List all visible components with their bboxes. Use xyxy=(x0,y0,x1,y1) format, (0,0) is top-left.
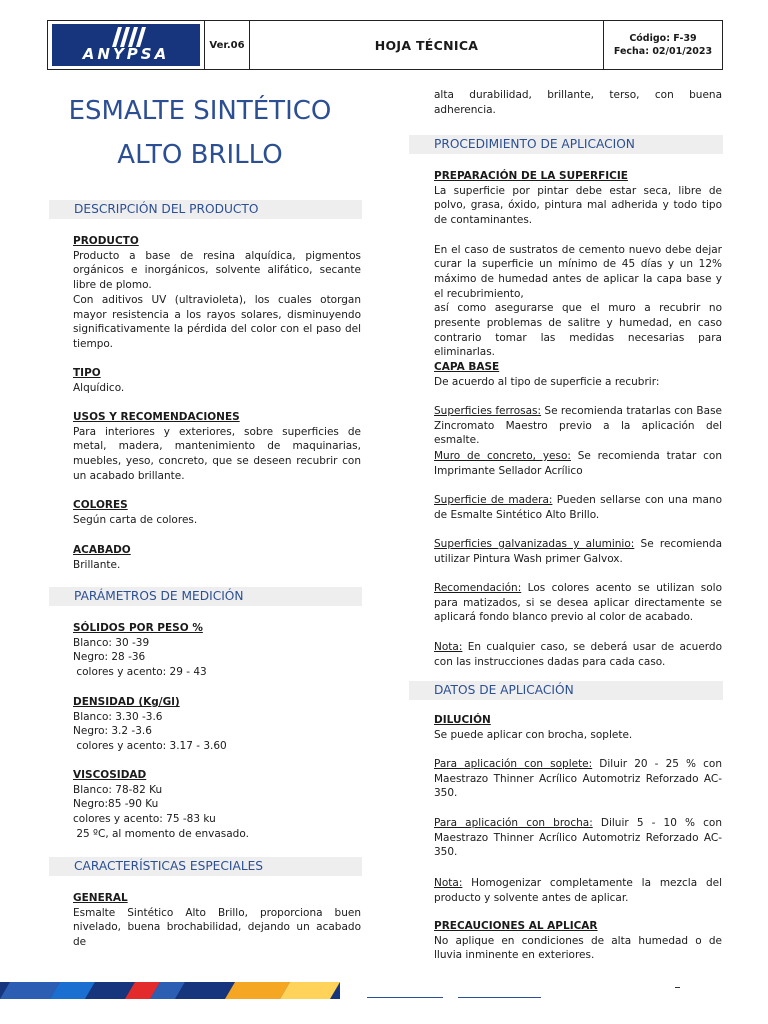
code-date-cell xyxy=(604,21,722,69)
muro-desc: Se recomienda tratar con Imprimante Sellador Acrílico xyxy=(434,450,722,477)
colores-block xyxy=(73,498,361,527)
general-text: Esmalte Sintético Alto Brillo, proporciona buen nivelado, buena brochabilidad, dejando un acabado de xyxy=(73,906,361,949)
footer-stripes-icon xyxy=(0,982,340,999)
viscosidad-value: 25 ºC, al momento de envasado. xyxy=(73,827,249,840)
acabado-text: Brillante. xyxy=(73,558,121,571)
ferrosas-text xyxy=(434,404,722,448)
section-descripcion: DESCRIPCIÓN DEL PRODUCTO xyxy=(49,200,362,219)
soplete-block xyxy=(434,757,722,801)
logo-stripes-icon xyxy=(108,27,148,47)
solidos-value: Blanco: 30 -39 xyxy=(73,636,150,649)
nota2-desc: Homogenizar completamente la mezcla del producto y solvente antes de aplicar. xyxy=(434,877,722,904)
preparacion-block xyxy=(434,169,722,360)
precauciones-block xyxy=(434,919,722,963)
soplete-title: Para aplicación con soplete: xyxy=(434,758,593,770)
section-parametros: PARÁMETROS DE MEDICIÓN xyxy=(49,587,362,606)
nota-title: Nota: xyxy=(434,641,463,653)
recomendacion-block xyxy=(434,581,722,625)
viscosidad-block xyxy=(73,768,361,842)
ferrosas-block xyxy=(434,404,722,448)
nota2-block xyxy=(434,876,722,905)
galvanizadas-title: Superficies galvanizadas y aluminio: xyxy=(434,538,635,550)
densidad-block xyxy=(73,695,361,754)
preparacion-text-1: La superficie por pintar debe estar seca, libre de polvo, grasa, óxido, pintura mal adherida y todo tipo de contaminantes. xyxy=(434,184,722,227)
recomendacion-title: Recomendación: xyxy=(434,582,522,594)
soplete-text xyxy=(434,757,722,801)
title-line-1: ESMALTE SINTÉTICO xyxy=(68,96,332,126)
producto-block xyxy=(73,234,361,352)
tipo-label: TIPO xyxy=(73,367,101,379)
viscosidad-value: Blanco: 78-82 Ku xyxy=(73,783,163,796)
preparacion-label: PREPARACIÓN DE LA SUPERFICIE xyxy=(434,170,628,182)
nota2-text xyxy=(434,876,722,905)
logo-text: ANYPSA xyxy=(82,45,170,63)
dilucion-block xyxy=(434,713,722,742)
colores-label: COLORES xyxy=(73,499,128,511)
usos-label: USOS Y RECOMENDACIONES xyxy=(73,411,240,423)
producto-text-2: Con aditivos UV (ultravioleta), los cuales otorgan mayor resistencia a los rayos solares, disminuyendo significativamente la pérdida del color con el paso del tiempo. xyxy=(73,293,361,350)
soplete-desc: Diluir 20 - 25 % con Maestrazo Thinner Acrílico Automotriz Reforzado AC-350. xyxy=(434,758,722,800)
galvanizadas-block xyxy=(434,537,722,566)
document-header xyxy=(47,20,723,70)
viscosidad-value: Negro:85 -90 Ku xyxy=(73,798,159,811)
densidad-label: DENSIDAD (Kg/Gl) xyxy=(73,696,180,708)
general-continuation xyxy=(434,88,722,117)
viscosidad-label: VISCOSIDAD xyxy=(73,769,147,781)
solidos-block xyxy=(73,621,361,680)
solidos-label: SÓLIDOS POR PESO % xyxy=(73,622,203,634)
capa-base-text: De acuerdo al tipo de superficie a recubrir: xyxy=(434,375,660,388)
section-datos: DATOS DE APLICACIÓN xyxy=(409,681,723,700)
usos-block xyxy=(73,410,361,484)
acabado-block xyxy=(73,543,361,572)
footer-dash xyxy=(675,987,680,988)
muro-block xyxy=(434,449,722,478)
dilucion-label: DILUCIÓN xyxy=(434,714,491,726)
tipo-text: Alquídico. xyxy=(73,381,125,394)
madera-block xyxy=(434,493,722,522)
muro-title: Muro de concreto, yeso: xyxy=(434,450,571,462)
acabado-label: ACABADO xyxy=(73,544,131,556)
recomendacion-text xyxy=(434,581,722,625)
section-procedimiento: PROCEDIMIENTO DE APLICACION xyxy=(409,135,723,154)
madera-desc: Pueden sellarse con una mano de Esmalte Sintético Alto Brillo. xyxy=(434,494,723,521)
footer-brand-stripes xyxy=(0,982,340,999)
tipo-block xyxy=(73,366,361,395)
brocha-title: Para aplicación con brocha: xyxy=(434,817,593,829)
viscosidad-value: colores y acento: 75 -83 ku xyxy=(73,813,216,826)
capa-base-block xyxy=(434,360,722,389)
solidos-value: Negro: 28 -36 xyxy=(73,651,146,664)
section-caracteristicas: CARACTERÍSTICAS ESPECIALES xyxy=(49,857,362,876)
footer-line xyxy=(458,997,541,998)
nota-text xyxy=(434,640,722,669)
galvanizadas-desc: Se recomienda utilizar Pintura Wash primer Galvox. xyxy=(434,538,722,565)
brocha-block xyxy=(434,816,722,860)
anypsa-logo xyxy=(52,24,200,66)
densidad-value: colores y acento: 3.17 - 3.60 xyxy=(73,740,227,753)
brocha-text xyxy=(434,816,722,860)
dilucion-text: Se puede aplicar con brocha, soplete. xyxy=(434,728,633,741)
logo-cell xyxy=(48,21,205,69)
version-label: Ver.06 xyxy=(205,21,250,69)
muro-text xyxy=(434,449,722,478)
nota-desc: En cualquier caso, se deberá usar de acuerdo con las instrucciones dadas para cada caso. xyxy=(434,641,722,668)
colores-text: Según carta de colores. xyxy=(73,513,198,526)
ferrosas-title: Superficies ferrosas: xyxy=(434,405,542,417)
precauciones-text: No aplique en condiciones de alta humedad o de lluvia inminente en exteriores. xyxy=(434,934,722,962)
madera-title: Superficie de madera: xyxy=(434,494,553,506)
general-block xyxy=(73,891,361,950)
producto-text-1: Producto a base de resina alquídica, pigmentos orgánicos e inorgánicos, solvente alifático, secante libre de plomo. xyxy=(73,249,361,292)
brocha-desc: Diluir 5 - 10 % con Maestrazo Thinner Acrílico Automotriz Reforzado AC-350. xyxy=(434,817,722,859)
capa-base-label: CAPA BASE xyxy=(434,361,500,373)
preparacion-text-2: En el caso de sustratos de cemento nuevo debe dejar curar la superficie un mínimo de 45 días y un 12% máximo de humedad antes de aplicar la capa base y el recubrimiento, xyxy=(434,243,722,300)
title-line-2: ALTO BRILLO xyxy=(117,140,283,170)
preparacion-text-3: así como asegurarse que el muro a recubrir no presente problemas de salitre y humedad, en caso contrario tomar las medidas necesarias para eliminarlas. xyxy=(434,302,722,359)
nota2-title: Nota: xyxy=(434,877,463,889)
page-title xyxy=(40,90,360,176)
galvanizadas-text xyxy=(434,537,722,566)
usos-text: Para interiores y exteriores, sobre superficies de metal, madera, mantenimiento de maquinarias, muebles, yeso, concreto, que se deseen recubrir con un acabado brillante. xyxy=(73,425,361,482)
footer-line xyxy=(367,997,443,998)
doc-date: Fecha: 02/01/2023 xyxy=(613,46,713,57)
doc-code: Código: F-39 xyxy=(629,33,697,44)
madera-text xyxy=(434,493,722,522)
general-continuation-text: alta durabilidad, brillante, terso, con buena adherencia. xyxy=(434,89,722,116)
densidad-value: Negro: 3.2 -3.6 xyxy=(73,725,152,738)
densidad-value: Blanco: 3.30 -3.6 xyxy=(73,710,163,723)
ferrosas-desc: Se recomienda tratarlas con Base Zincromato Maestro previo a la aplicación del esmalte. xyxy=(434,405,722,447)
recomendacion-desc: Los colores acento se utilizan solo para matizados, si se desea aplicar directamente se aplicará fondo blanco previo al color de acabado. xyxy=(434,582,722,624)
solidos-value: colores y acento: 29 - 43 xyxy=(73,666,207,679)
producto-label: PRODUCTO xyxy=(73,235,139,247)
doc-title: HOJA TÉCNICA xyxy=(250,21,604,69)
general-label: GENERAL xyxy=(73,892,128,904)
precauciones-label: PRECAUCIONES AL APLICAR xyxy=(434,920,598,932)
nota-block xyxy=(434,640,722,669)
